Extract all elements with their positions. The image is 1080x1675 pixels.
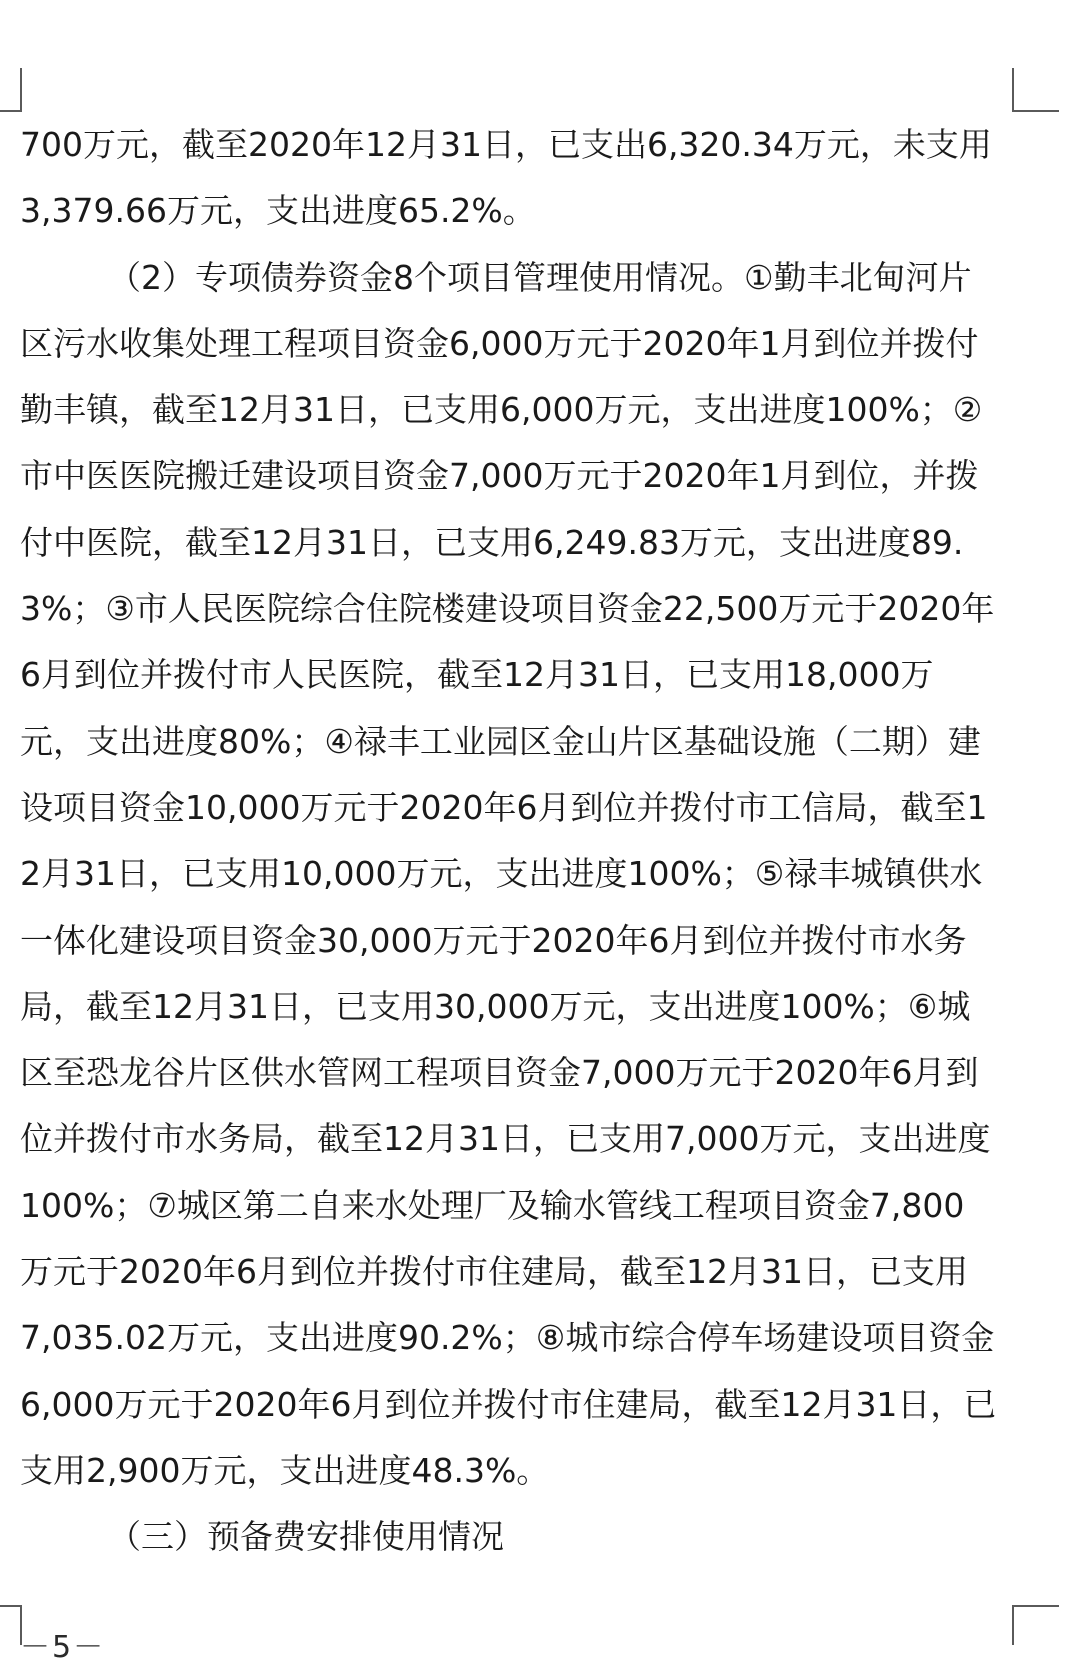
text-line: 支用2,900万元，支出进度48.3%。 [20, 1450, 550, 1490]
text-line: 市中医医院搬迁建设项目资金7,000万元于2020年1月到位，并拨 [20, 456, 979, 496]
text-line: 3,379.66万元，支出进度65.2%。 [20, 191, 536, 231]
text-line: 元，支出进度80%；④禄丰工业园区金山片区基础设施（二期）建 [20, 721, 981, 761]
crop-mark-bottom-left [0, 1605, 22, 1645]
paragraph-start: （2）专项债券资金8个项目管理使用情况。①勤丰北甸河片 [108, 257, 972, 297]
text-line: 区污水收集处理工程项目资金6,000万元于2020年1月到位并拨付 [20, 323, 979, 363]
text-line: 勤丰镇，截至12月31日，已支用6,000万元，支出进度100%；② [20, 390, 983, 430]
crop-mark-top-left [0, 68, 22, 112]
text-line: 7,035.02万元，支出进度90.2%；⑧城市综合停车场建设项目资金 [20, 1318, 995, 1358]
text-line: 6月到位并拨付市人民医院，截至12月31日，已支用18,000万 [20, 655, 934, 695]
text-line: 6,000万元于2020年6月到位并拨付市住建局，截至12月31日，已 [20, 1384, 997, 1424]
text-line: 3%；③市人民医院综合住院楼建设项目资金22,500万元于2020年 [20, 589, 995, 629]
text-line: 位并拨付市水务局，截至12月31日，已支用7,000万元，支出进度 [20, 1119, 991, 1159]
text-line: 设项目资金10,000万元于2020年6月到位并拨付市工信局，截至1 [20, 787, 988, 827]
text-line: 付中医院，截至12月31日，已支用6,249.83万元，支出进度89. [20, 522, 964, 562]
page-number: －5－ [20, 1630, 106, 1665]
document-body [20, 112, 1020, 1571]
text-line: 局，截至12月31日，已支用30,000万元，支出进度100%；⑥城 [20, 986, 971, 1026]
text-line: 区至恐龙谷片区供水管网工程项目资金7,000万元于2020年6月到 [20, 1053, 979, 1093]
text-line: 万元于2020年6月到位并拨付市住建局，截至12月31日，已支用 [20, 1252, 968, 1292]
crop-mark-bottom-right [1012, 1605, 1059, 1645]
text-line: 一体化建设项目资金30,000万元于2020年6月到位并拨付市水务 [20, 920, 967, 960]
text-line: 700万元，截至2020年12月31日，已支出6,320.34万元，未支用 [20, 125, 992, 164]
text-line: 100%；⑦城区第二自来水处理厂及输水管线工程项目资金7,800 [20, 1185, 965, 1225]
crop-mark-top-right [1012, 68, 1059, 112]
text-line: 2月31日，已支用10,000万元，支出进度100%；⑤禄丰城镇供水 [20, 854, 983, 894]
section-heading: （三）预备费安排使用情况 [108, 1517, 504, 1557]
